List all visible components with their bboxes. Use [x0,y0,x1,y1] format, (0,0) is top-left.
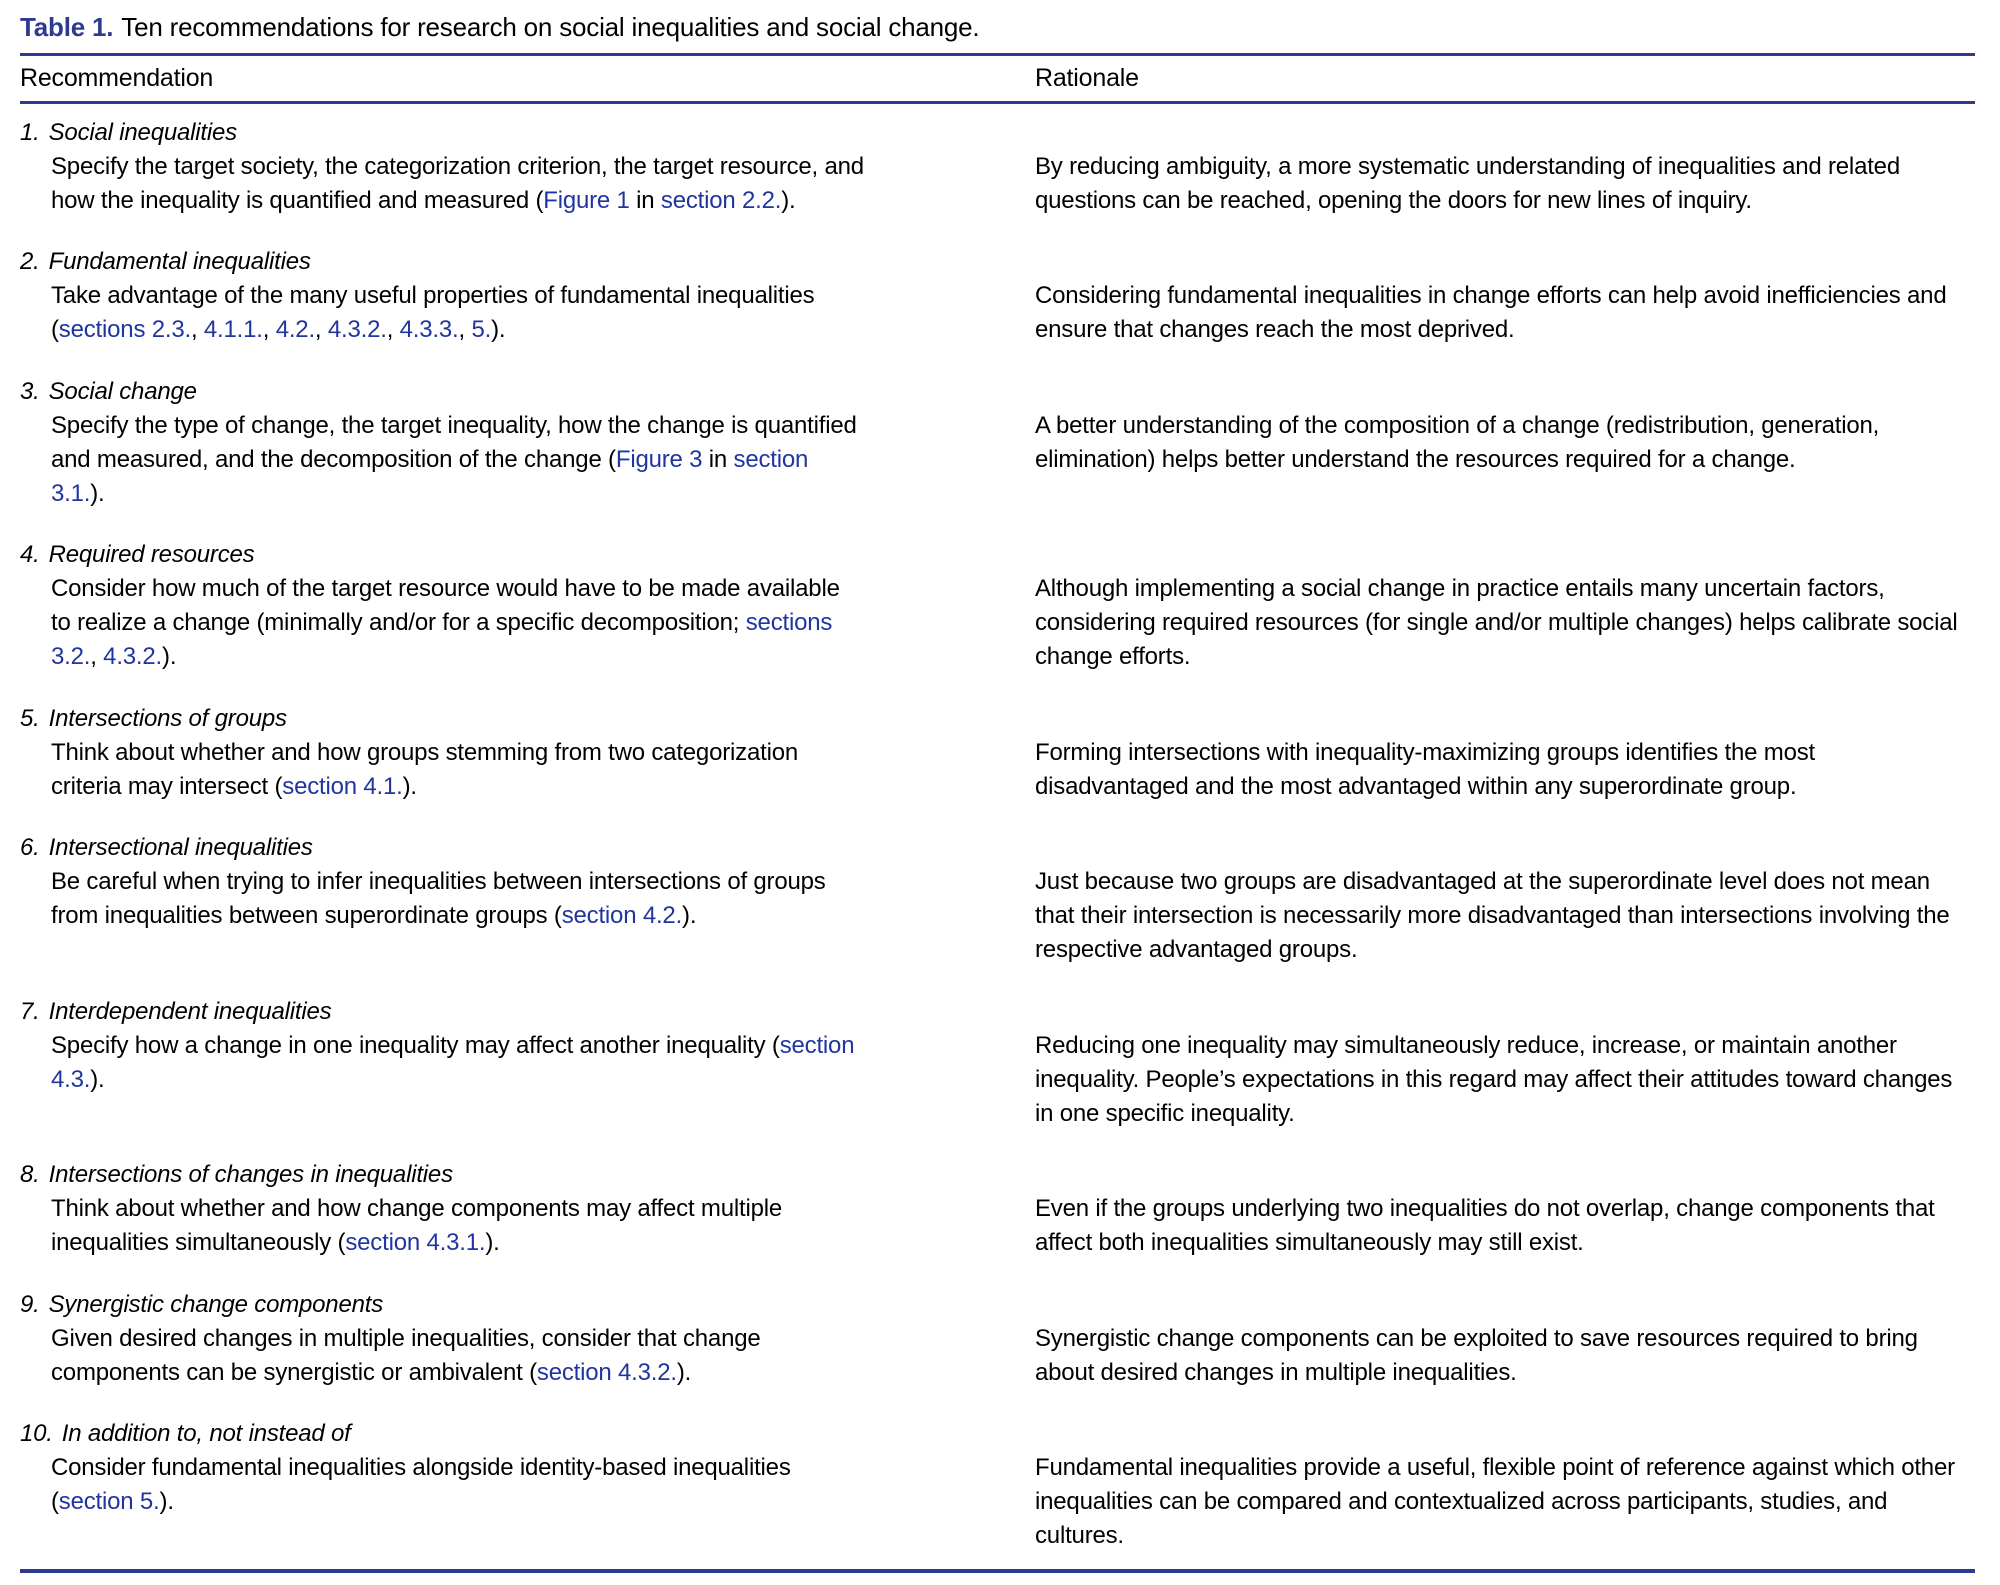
recommendation-heading [20,702,865,736]
cross-reference-link[interactable]: Figure 1 [543,187,630,214]
rationale-text: Just because two groups are disadvantaged at the superordinate level does not mean that their intersection is necessarily more disadvantaged than intersections involving the respective advantaged groups. [1035,868,1950,964]
recommendation-heading [20,375,865,409]
body-text-segment: ). [491,316,506,344]
recommendation-cell [20,831,1035,967]
column-header-row [20,56,1975,101]
rationale-text: By reducing ambiguity, a more systematic understanding of inequalities and related questions can be reached, opening the doors for new lines of inquiry. [1035,153,1900,214]
rationale-text: A better understanding of the composition of a change (redistribution, generation, elimination) helps better understand the resources required for a change. [1035,411,1880,473]
recommendation-body [51,865,865,933]
body-text-segment: Take advantage of the many useful properties of fundamental inequalities ( [51,282,815,344]
recommendation-heading [20,831,865,865]
recommendation-number: 9. [20,1290,40,1318]
cross-reference-link[interactable]: 5. [471,316,492,344]
cross-reference-link[interactable]: 4.3.2. [327,316,387,344]
cross-reference-link[interactable]: section 4.1. [282,772,403,800]
recommendation-number: 6. [20,834,40,862]
recommendation-title: Synergistic change components [48,1290,384,1318]
recommendation-title: Social change [48,377,197,405]
body-text-segment: , [262,316,276,344]
table-row [20,538,1975,674]
rationale-cell [1035,1158,1975,1260]
recommendation-body [51,279,865,347]
column-header-recommendation: Recommendation [20,64,214,92]
recommendation-body [51,150,865,218]
cross-reference-link[interactable]: 4.2. [275,316,315,344]
body-text-segment: , [458,316,472,344]
recommendation-cell [20,375,1035,511]
table-row [20,995,1975,1131]
recommendation-title: Intersectional inequalities [48,834,313,862]
recommendation-body [51,1192,865,1260]
table-caption-label: Table 1. [20,12,114,42]
recommendation-title: Interdependent inequalities [48,997,332,1025]
recommendation-cell [20,116,1035,218]
cross-reference-link[interactable]: section 3.1. [51,445,809,507]
body-text-segment: Consider fundamental inequalities alongside identity-based inequalities ( [51,1453,791,1515]
body-text-segment: Specify how a change in one inequality may affect another inequality ( [51,1031,780,1059]
cross-reference-link[interactable]: section 5. [58,1487,160,1515]
body-text-segment: ). [485,1229,500,1257]
recommendation-cell [20,1288,1035,1390]
rationale-cell [1035,116,1975,218]
table-row [20,702,1975,804]
table-row [20,245,1975,347]
cross-reference-link[interactable]: section 4.3.2. [536,1358,677,1386]
recommendation-number: 7. [20,997,40,1025]
recommendation-title: Intersections of changes in inequalities [48,1161,453,1189]
body-text-segment: Specify the target society, the categorization criterion, the target resource, and how the inequality is quantified and measured ( [51,153,864,214]
recommendation-heading [20,1288,865,1322]
rationale-text: Reducing one inequality may simultaneously reduce, increase, or maintain another inequality. People’s expectations in this regard may affect their attitudes toward changes in one specific inequality. [1035,1031,1953,1127]
cross-reference-link[interactable]: section 4.3.1. [345,1229,486,1257]
rationale-text: Fundamental inequalities provide a useful, flexible point of reference against which other inequalities can be compared and contextualized across participants, studies, and cultures. [1035,1453,1955,1549]
body-text-segment: Consider how much of the target resource would have to be made available to realize a change (minimally and/or for a specific decomposition; [51,575,840,637]
cross-reference-link[interactable]: sections 2.3. [58,316,191,344]
body-text-segment: ). [162,643,177,671]
rationale-cell [1035,995,1975,1131]
cross-reference-link[interactable]: 4.1.1. [203,316,263,344]
recommendation-body [51,1029,865,1097]
recommendation-body [51,572,865,674]
recommendation-cell [20,1417,1035,1553]
body-text-segment: Be careful when trying to infer inequalities between intersections of groups from inequalities between superordinate groups ( [51,868,826,930]
recommendation-heading [20,538,865,572]
body-text-segment: ). [676,1358,692,1386]
rationale-text: Even if the groups underlying two inequalities do not overlap, change components that affect both inequalities simultaneously may still exist. [1035,1195,1935,1257]
cross-reference-link[interactable]: 4.3.2. [103,643,163,671]
recommendation-number: 5. [20,704,40,732]
cross-reference-link[interactable]: section 2.2. [660,187,782,214]
table-row [20,831,1975,967]
body-text-segment: ). [402,772,417,800]
body-text-segment: Think about whether and how change components may affect multiple inequalities simultaneously ( [51,1195,783,1257]
recommendation-title: Fundamental inequalities [48,248,311,276]
cross-reference-link[interactable]: 4.3.3. [399,316,459,344]
body-text-segment: , [190,316,204,344]
cross-reference-link[interactable]: section 4.3. [51,1031,855,1093]
body-text-segment: , [90,643,104,671]
recommendation-title: Social inequalities [48,119,237,146]
body-text-segment: ). [159,1487,174,1515]
table-row [20,1417,1975,1553]
recommendation-heading [20,1158,865,1192]
recommendation-number: 4. [20,541,40,569]
recommendation-heading [20,1417,865,1451]
rationale-cell [1035,831,1975,967]
recommendation-heading [20,995,865,1029]
body-text-segment: ). [90,479,105,507]
rationale-cell [1035,538,1975,674]
rationale-text: Forming intersections with inequality-maximizing groups identifies the most disadvantaged and the most advantaged within any superordinate group. [1035,738,1816,800]
rationale-text: Synergistic change components can be exploited to save resources required to bring about desired changes in multiple inequalities. [1035,1324,1918,1386]
recommendation-number: 8. [20,1161,40,1189]
recommendation-cell [20,1158,1035,1260]
column-header-rationale: Rationale [1035,64,1139,92]
body-text-segment: ). [682,902,697,930]
body-text-segment: Think about whether and how groups stemming from two categorization criteria may intersect ( [51,738,798,800]
body-text-segment: , [314,316,328,344]
body-text-segment: in [629,187,661,214]
recommendation-title: Required resources [48,541,255,569]
table-row [20,1158,1975,1260]
recommendation-heading [20,116,865,150]
recommendation-body [51,1322,865,1390]
cross-reference-link[interactable]: sections 3.2. [51,609,833,671]
body-text-segment: , [386,316,400,344]
recommendation-number: 10. [20,1419,53,1447]
body-text-segment: ). [781,187,796,214]
table-caption [20,10,1975,44]
recommendation-title: In addition to, not instead of [61,1419,351,1447]
table-caption-text: Ten recommendations for research on social inequalities and social change. [121,12,980,42]
cross-reference-link[interactable]: section 4.2. [561,902,683,930]
rationale-cell [1035,1288,1975,1390]
rationale-cell [1035,245,1975,347]
rationale-cell [1035,1417,1975,1553]
rationale-cell [1035,702,1975,804]
recommendation-body [51,1451,865,1519]
recommendation-number: 3. [20,377,40,405]
rationale-cell [1035,375,1975,511]
cross-reference-link[interactable]: Figure 3 [615,445,703,473]
body-text-segment: Specify the type of change, the target inequality, how the change is quantified and measured, and the decomposition of the change ( [51,411,857,473]
recommendation-number: 2. [20,248,40,276]
table-body [20,104,1975,1569]
body-text-segment: in [702,445,734,473]
table-row [20,375,1975,511]
recommendation-heading [20,245,865,279]
recommendation-cell [20,702,1035,804]
recommendation-cell [20,538,1035,674]
recommendation-number: 1. [20,119,40,146]
recommendation-cell [20,245,1035,347]
recommendation-cell [20,995,1035,1131]
body-text-segment: Given desired changes in multiple inequalities, consider that change components can be synergistic or ambivalent ( [51,1324,761,1386]
rationale-text: Although implementing a social change in practice entails many uncertain factors, considering required resources (for single and/or multiple changes) helps calibrate social change efforts. [1035,575,1958,671]
recommendation-body [51,736,865,804]
body-text-segment: ). [90,1065,105,1093]
bottom-rule [20,1569,1975,1573]
recommendation-title: Intersections of groups [48,704,287,732]
table-row [20,1288,1975,1390]
recommendation-body [51,409,865,511]
rationale-text: Considering fundamental inequalities in change efforts can help avoid inefficiencies and ensure that changes reach the most deprived. [1035,282,1947,344]
table-row [20,116,1975,218]
